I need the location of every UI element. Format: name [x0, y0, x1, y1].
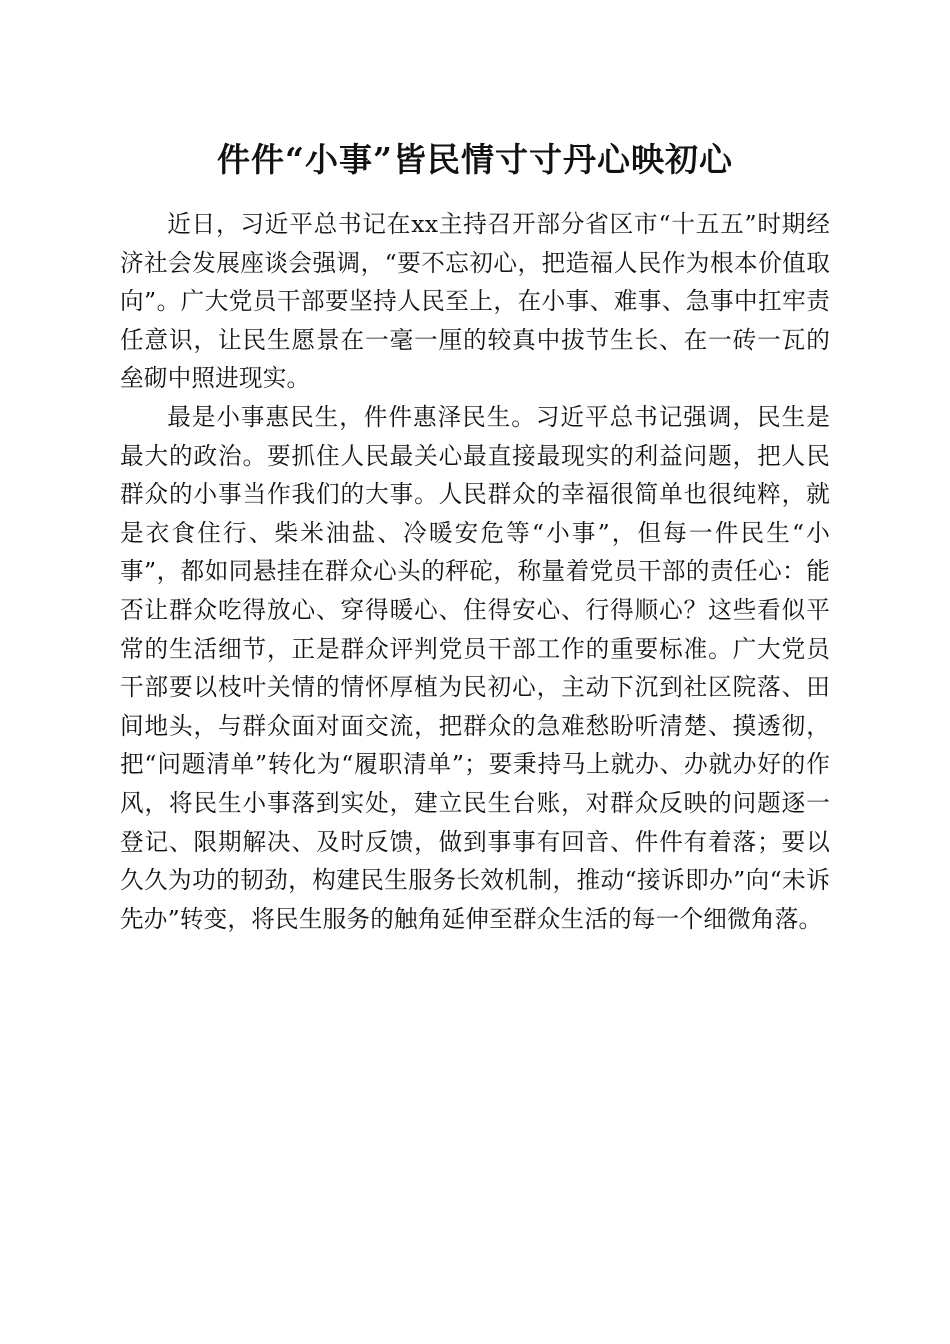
- document-body: [120, 205, 830, 938]
- paragraph-1: 近日，习近平总书记在xx主持召开部分省区市“十五五”时期经济社会发展座谈会强调，“要不忘初心，把造福人民作为根本价值取向”。广大党员干部要坚持人民至上，在小事、难事、急事中扛牢责任意识，让民生愿景在一毫一厘的较真中拔节生长、在一砖一瓦的垒砌中照进现实。: [120, 210, 830, 393]
- paragraph-2: 最是小事惠民生，件件惠泽民生。习近平总书记强调，民生是最大的政治。要抓住人民最关心最直接最现实的利益问题，把人民群众的小事当作我们的大事。人民群众的幸福很简单也很纯粹，就是衣食住行、柴米油盐、冷暖安危等“小事”，但每一件民生“小事”，都如同悬挂在群众心头的秤砣，称量着党员干部的责任心：能否让群众吃得放心、穿得暖心、住得安心、行得顺心？这些看似平常的生活细节，正是群众评判党员干部工作的重要标准。广大党员干部要以枝叶关情的情怀厚植为民初心，主动下沉到社区院落、田间地头，与群众面对面交流，把群众的急难愁盼听清楚、摸透彻，把“问题清单”转化为“履职清单”；要秉持马上就办、办就办好的作风，将民生小事落到实处，建立民生台账，对群众反映的问题逐一登记、限期解决、及时反馈，做到事事有回音、件件有着落；要以久久为功的韧劲，构建民生服务长效机制，推动“接诉即办”向“未诉先办”转变，将民生服务的触角延伸至群众生活的每一个细微角落。: [120, 402, 830, 933]
- document-title: 件件“小事”皆民情寸寸丹心映初心: [217, 140, 733, 179]
